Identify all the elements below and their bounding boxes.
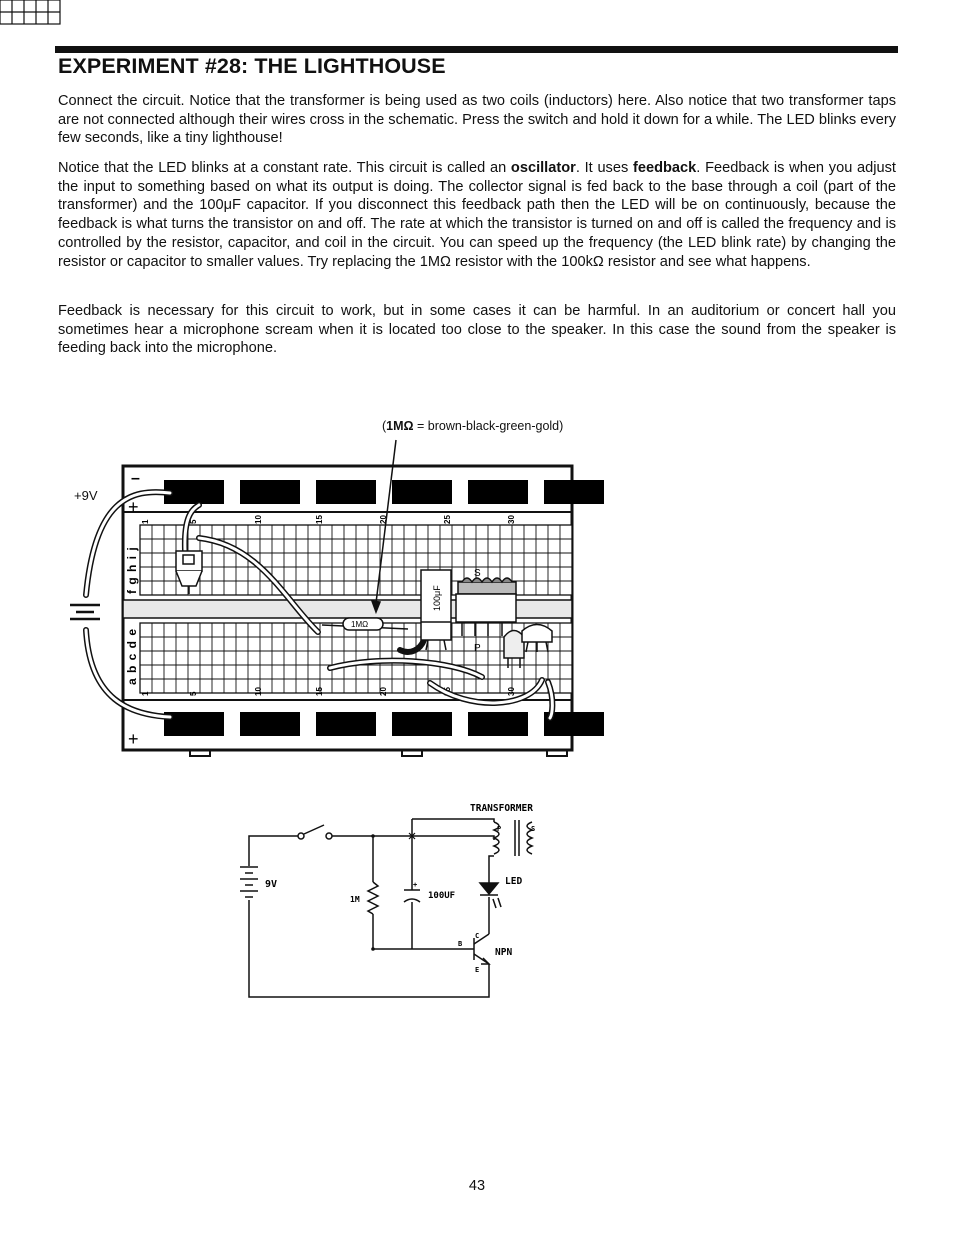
schematic-transistor-label: NPN — [495, 947, 513, 958]
col-num: 15 — [315, 515, 324, 524]
schematic-capacitor-label: 100UF — [428, 891, 456, 901]
schematic-primary-label: P — [497, 825, 502, 833]
schematic-base-label: B — [458, 940, 463, 948]
paragraph-feedback-harm: Feedback is necessary for this circuit to work, but in some cases it can be harmful. In an auditorium or concert hall you sometimes hear a microphone scream when it is located too close to the speaker. In this case the sound from the speaker is feeding back into the microphone. — [58, 303, 896, 357]
schematic-wires — [249, 819, 494, 997]
col-num: 1 — [141, 519, 150, 524]
resistor-label: 1MΩ — [351, 620, 369, 629]
note-colors: = brown-black-green-gold) — [413, 419, 564, 433]
rail-minus-top: – — [131, 470, 140, 487]
page-number: 43 — [468, 1178, 486, 1194]
col-num: 1 — [141, 691, 150, 696]
row-letters-bottom: a b c d e — [125, 627, 139, 685]
p2-text-c: . It uses — [575, 160, 633, 176]
p2-text-e: . Feedback is when you adjust the input to something based on what its output is doing. The collector signal is fed back to the base through a coil (part of the transformer) and the 100μF capacitor. If you disconnect this feedback path then the LED will be on continuously, because the feedback is what turns the transistor on and off. The rate at which the transistor is turned on and off is called the frequency and is controlled by the resistor, capacitor, and coil in the circuit. You can speed up the frequency (the LED blink rate) by changing the resistor or capacitor to smaller values. Try replacing the 1MΩ resistor with the 100kΩ resistor and see what happens. — [58, 160, 896, 270]
schematic-collector-label: C — [475, 932, 480, 940]
col-num: 10 — [254, 515, 263, 524]
rail-plus-top: + — [128, 497, 139, 517]
col-num: 15 — [315, 687, 324, 696]
schematic-emitter-label: E — [475, 966, 480, 974]
col-num: 25 — [443, 687, 452, 696]
col-num: 30 — [507, 515, 516, 524]
col-num: 20 — [379, 515, 388, 524]
col-num: 30 — [507, 687, 516, 696]
supply-label: +9V — [74, 488, 98, 503]
col-num: 20 — [379, 687, 388, 696]
schematic-transistor-icon — [474, 923, 489, 970]
term-oscillator: oscillator — [510, 160, 576, 176]
row-letters-top: f g h i j — [125, 546, 139, 594]
schematic-transformer-label: TRANSFORMER — [470, 803, 533, 814]
transformer-s-label: S — [474, 568, 481, 579]
note-paren: ( — [382, 419, 387, 433]
paragraph-intro: Connect the circuit. Notice that the transformer is being used as two coils (inductors) here. Also notice that two transformer taps are not connected although their wires cross in the schematic. Press the switch and hold it down for a while. The LED blinks every few seconds, like a tiny lighthouse! — [58, 93, 896, 147]
schematic-secondary-label: S — [531, 825, 536, 833]
col-num: 25 — [443, 515, 452, 524]
col-num: 10 — [254, 687, 263, 696]
capacitor-label: 100μF — [432, 585, 442, 611]
schematic-switch-icon — [298, 825, 332, 839]
p2-text-a: Notice that the LED blinks at a constant rate. This circuit is called an — [58, 160, 511, 176]
schematic-cap-plus: + — [413, 881, 418, 889]
term-feedback: feedback — [633, 160, 697, 176]
schematic-capacitor-icon — [404, 890, 420, 902]
page-title: EXPERIMENT #28: THE LIGHTHOUSE — [58, 54, 446, 78]
col-num: 5 — [189, 519, 198, 524]
schematic-led-label: LED — [505, 876, 523, 887]
schematic-resistor-icon — [368, 882, 378, 914]
schematic-battery-label: 9V — [265, 879, 278, 890]
schematic-led-icon — [480, 883, 501, 908]
transformer-p-label: P — [474, 643, 481, 654]
rail-minus-bottom: – — [131, 703, 140, 720]
note-value: 1MΩ — [386, 419, 414, 433]
rail-plus-bottom: + — [128, 729, 139, 749]
schematic-resistor-label: 1M — [350, 895, 360, 904]
schematic-battery-icon — [240, 867, 258, 897]
col-num: 5 — [189, 691, 198, 696]
